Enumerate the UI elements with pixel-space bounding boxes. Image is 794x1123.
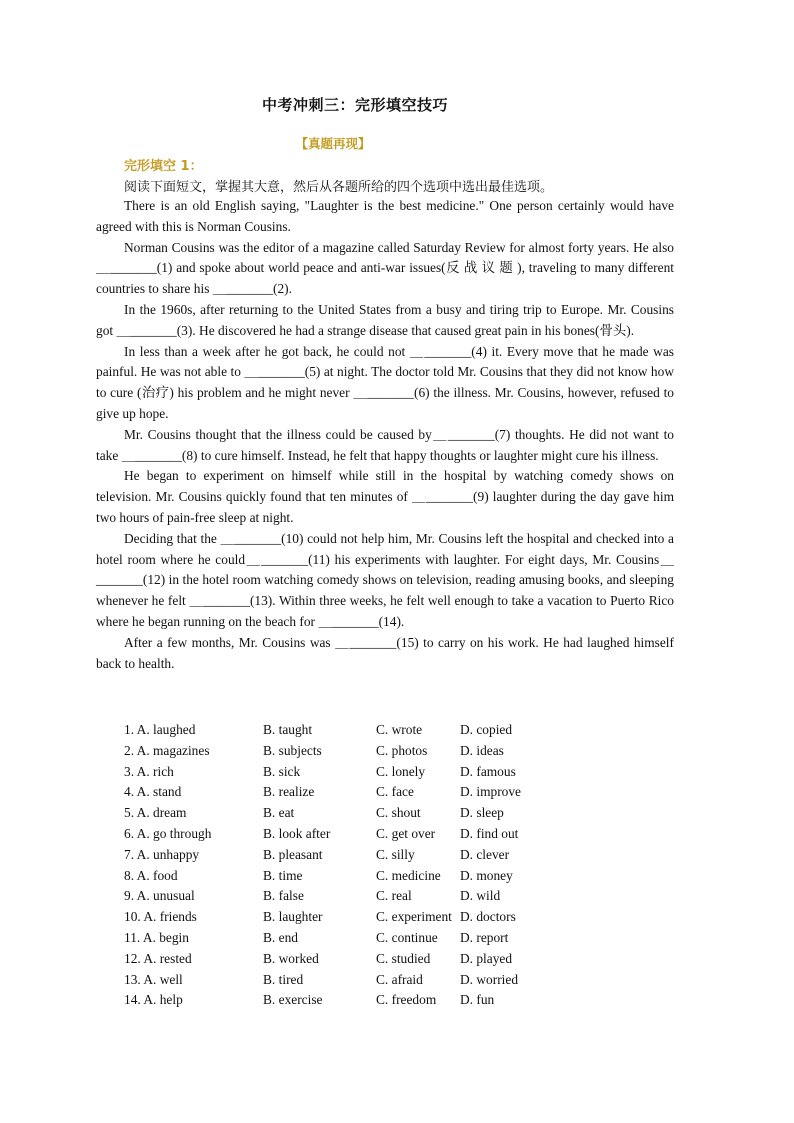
option-d: D. copied	[460, 722, 513, 737]
option-a: 11. A. begin	[124, 929, 189, 945]
question-row	[124, 762, 604, 783]
paragraph: He began to experiment on himself while still in the hospital by watching comedy shows on television. Mr. Cousins quickly found that ten minutes of ＿_______(9) laughter during the day gave him two hours of pain-free sleep at night.	[96, 468, 674, 525]
paragraph: In less than a week after he got back, he could not ＿_______(4) it. Every move that he made was painful. He was not able to ＿_______(5) at night. The doctor told Mr. Cousins that they did not know how to cure (治疗) his problem and he might never ＿_______(6) the illness. Mr. Cousins, however, refused to give up hope.	[96, 343, 674, 421]
option-a: 7. A. unhappy	[124, 846, 200, 862]
option-b: B. look after	[263, 825, 331, 841]
paragraph: Norman Cousins was the editor of a magazine called Saturday Review for almost forty years. He also＿_______(1) and spoke about world peace and anti-war issues(反 战 议 题 ), traveling to many different countries to share his ＿_______(2).	[96, 239, 674, 297]
option-b: B. exercise	[263, 992, 323, 1008]
question-row	[124, 741, 604, 762]
passage	[96, 196, 674, 674]
question-row	[124, 803, 604, 824]
option-c: C. wrote	[376, 722, 423, 737]
option-d: D. money	[460, 867, 513, 883]
page-title: 中考冲刺三：完形填空技巧	[261, 96, 448, 114]
option-d: D. sleep	[460, 805, 504, 821]
paragraph: Deciding that the ＿_______(10) could not help him, Mr. Cousins left the hospital and checked into a hotel room where he could＿_______(11) his experiments with laughter. For eight days, Mr. Cousins＿_______(12) in the hotel room watching comedy shows on television, reading amusing books, and sleeping whenever he felt ＿_______(13). Within three weeks, he felt well enough to take a vacation to Puerto Rico where he began running on the beach for ＿_______(14).	[96, 530, 674, 629]
section-label: 【真题再现】	[295, 136, 371, 151]
option-a: 10. A. friends	[124, 909, 197, 925]
question-row	[124, 949, 604, 970]
option-b: B. time	[263, 867, 303, 883]
option-c: C. medicine	[376, 867, 441, 883]
option-c: C. photos	[376, 742, 428, 758]
option-c: C. experiment	[376, 909, 452, 925]
option-d: D. clever	[460, 846, 510, 862]
question-row	[124, 866, 604, 887]
option-c: C. freedom	[376, 992, 437, 1008]
option-b: B. laughter	[263, 909, 323, 925]
option-a: 8. A. food	[124, 867, 178, 883]
instructions: 阅读下面短文，掌握其大意，然后从各题所给的四个选项中选出最佳选项。	[124, 180, 554, 195]
option-a: 5. A. dream	[124, 805, 187, 821]
option-b: B. realize	[263, 784, 315, 800]
option-a: 9. A. unusual	[124, 888, 195, 904]
question-row	[124, 886, 604, 907]
option-d: D. fun	[460, 992, 495, 1008]
option-b: B. false	[263, 888, 304, 904]
question-row	[124, 845, 604, 866]
option-a: 13. A. well	[124, 971, 183, 987]
option-d: D. worried	[460, 971, 519, 987]
option-d: D. report	[460, 929, 509, 945]
option-b: B. worked	[263, 950, 319, 966]
question-row	[124, 907, 604, 928]
question-row	[124, 782, 604, 803]
option-a: 2. A. magazines	[124, 742, 210, 758]
question-row	[124, 824, 604, 845]
option-a: 4. A. stand	[124, 784, 182, 800]
option-b: B. tired	[263, 971, 304, 987]
question-row	[124, 970, 604, 991]
option-d: D. wild	[460, 888, 501, 904]
paragraph: After a few months, Mr. Cousins was ＿_______(15) to carry on his work. He had laughed himself back to health.	[96, 634, 674, 671]
subsection-label: 完形填空 1：	[124, 159, 203, 174]
option-b: B. eat	[263, 805, 295, 821]
option-b: B. subjects	[263, 742, 322, 758]
option-c: C. shout	[376, 805, 421, 821]
option-a: 1. A. laughed	[124, 722, 196, 737]
paragraph: There is an old English saying, "Laughter is the best medicine." One person certainly would have agreed with this is Norman Cousins.	[96, 198, 674, 234]
option-d: D. played	[460, 950, 513, 966]
option-b: B. end	[263, 929, 298, 945]
option-d: D. ideas	[460, 742, 504, 758]
option-c: C. afraid	[376, 971, 423, 987]
option-d: D. find out	[460, 825, 519, 841]
question-row	[124, 720, 604, 741]
option-b: B. pleasant	[263, 846, 323, 862]
option-c: C. real	[376, 888, 412, 904]
option-c: C. face	[376, 784, 414, 800]
option-c: C. studied	[376, 950, 431, 966]
option-b: B. taught	[263, 722, 313, 737]
option-a: 6. A. go through	[124, 825, 212, 841]
option-a: 12. A. rested	[124, 950, 192, 966]
option-c: C. get over	[376, 825, 436, 841]
option-a: 14. A. help	[124, 992, 183, 1008]
option-d: D. doctors	[460, 909, 516, 925]
option-c: C. continue	[376, 929, 438, 945]
answer-options	[124, 720, 604, 1011]
paragraph: Mr. Cousins thought that the illness could be caused by＿_______(7) thoughts. He did not want to take ＿_______(8) to cure himself. Instead, he felt that happy thoughts or laughter might cure his illness.	[96, 426, 674, 463]
option-c: C. silly	[376, 846, 415, 862]
paragraph: In the 1960s, after returning to the United States from a busy and tiring trip to Europe. Mr. Cousins got ＿_______(3). He discovered he had a strange disease that caused great pain in his bones(骨头).	[96, 301, 674, 338]
question-row	[124, 928, 604, 949]
option-d: D. improve	[460, 784, 521, 800]
question-row	[124, 990, 604, 1011]
option-b: B. sick	[263, 763, 301, 779]
option-c: C. lonely	[376, 763, 426, 779]
option-a: 3. A. rich	[124, 763, 174, 779]
option-d: D. famous	[460, 763, 516, 779]
